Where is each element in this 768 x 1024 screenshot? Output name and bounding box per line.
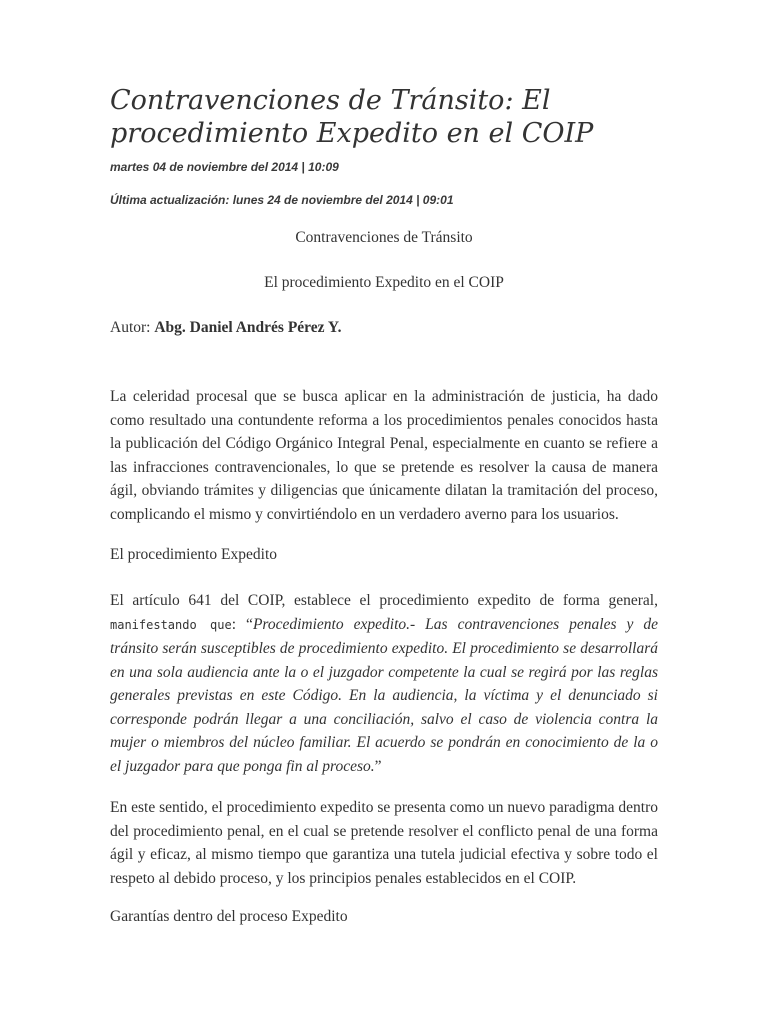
published-date: martes 04 de noviembre del 2014 | 10:09: [110, 160, 339, 174]
paragraph-2: [110, 589, 658, 778]
paragraph-2-small: manifestando que: [110, 617, 232, 632]
section-heading-garantias: Garantías dentro del proceso Expedito: [110, 908, 348, 925]
heading-1: Contravenciones de Tránsito: [295, 229, 473, 246]
section-heading-expedito: El procedimiento Expedito: [110, 546, 278, 563]
paragraph-2-close: ”: [374, 757, 382, 775]
updated-date: Última actualización: lunes 24 de noviembre del 2014 | 09:01: [110, 193, 454, 207]
article-title: Contravenciones de Tránsito: El procedimiento Expedito en el COIP: [110, 85, 594, 149]
author-label: Autor:: [110, 319, 151, 336]
author-line: [110, 319, 342, 337]
paragraph-2-colon: : “: [231, 615, 253, 633]
author-name: Abg. Daniel Andrés Pérez Y.: [154, 319, 342, 336]
paragraph-1: La celeridad procesal que se busca aplicar en la administración de justicia, ha dado como resultado una contundente reforma a los procedimientos penales conocidos hasta la publicación del Código Orgánico Integral Penal, especialmente en cuanto se refiere a las infracciones contravencionales, lo que se pretende es resolver la causa de manera ágil, obviando trámites y diligencias que únicamente dilatan la tramitación del proceso, complicando el mismo y convirtiéndolo en un verdadero averno para los usuarios.: [110, 388, 658, 523]
paragraph-3: En este sentido, el procedimiento expedito se presenta como un nuevo paradigma dentro del procedimiento penal, en el cual se pretende resolver el conflicto penal de una forma ágil y eficaz, al mismo tiempo que garantiza una tutela judicial efectiva y sobre todo el respeto al debido proceso, y los principios penales establecidos en el COIP.: [110, 799, 658, 887]
legal-quote: Procedimiento expedito.- Las contravenciones penales y de tránsito serán susceptibles de procedimiento expedito. El procedimiento se desarrollará en una sola audiencia ante la o el juzgador competente la cual se regirá por las reglas generales previstas en este Código. En la audiencia, la víctima y el denunciado si corresponde podrán llegar a una conciliación, salvo el caso de violencia contra la mujer o miembros del núcleo familiar. El acuerdo se pondrán en conocimiento de la o el juzgador para que ponga fin al proceso.: [110, 615, 659, 775]
heading-2: El procedimiento Expedito en el COIP: [264, 274, 504, 291]
paragraph-2-intro: El artículo 641 del COIP, establece el procedimiento expedito de forma general,: [110, 592, 658, 609]
